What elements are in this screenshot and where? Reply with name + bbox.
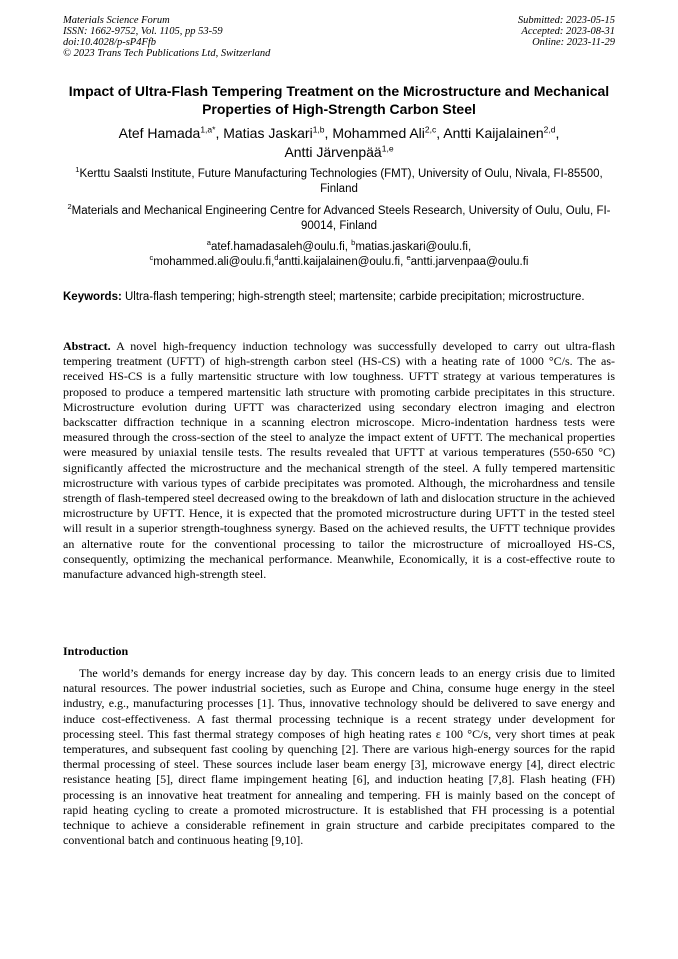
online-date: Online: 2023-11-29 (532, 37, 615, 48)
affiliation-1 (63, 167, 615, 197)
author-name: Atef Hamada (118, 125, 201, 141)
journal-doi: doi:10.4028/p-sP4Ffb (63, 37, 157, 48)
email-address[interactable]: antti.kaijalainen@oulu.fi (278, 256, 401, 268)
author-list (63, 124, 615, 162)
journal-info (63, 15, 270, 59)
paper-title: Impact of Ultra-Flash Tempering Treatment on the Microstructure and Mechanical Properties of High-Strength Carbon Steel (68, 83, 610, 117)
email-marker: d (274, 253, 279, 263)
keywords-text: Ultra-flash tempering; high-strength steel; martensite; carbide precipitation; microstructure. (125, 291, 585, 303)
affiliation-text: Kerttu Saalsti Institute, Future Manufacturing Technologies (FMT), University of Oulu, Nivala, FI-85500, Finland (79, 168, 603, 195)
email-address[interactable]: matias.jaskari@oulu.fi (355, 241, 468, 253)
author-separator: , (324, 125, 333, 141)
email-separator: , (400, 256, 407, 268)
email-marker: a (206, 238, 211, 248)
accepted-date: Accepted: 2023-08-31 (521, 26, 615, 37)
author-separator: , (555, 125, 560, 141)
keywords-section (63, 290, 615, 304)
introduction-paragraph: The world’s demands for energy increase day by day. This concern leads to an energy crisis due to limited natural resources. The power industrial societies, such as Europe and China, consume huge energy in the steel industry, e.g., manufacturing processes [1]. Thus, innovative technology should be delivered to save energy and induce cost-effectiveness. A fast thermal processing technique is a recent strategy under development for processing steel. This fast thermal strategy composes of high heating rates ε 100 °C/s, very short times at peak temperatures, and subsequent fast cooling by quenching [2]. There are various high-energy sources for the rapid thermal processing of steel. These sources include laser beam energy [3], microwave energy [4], direct electric resistance heating [5], direct flame impingement heating [6], and induction heating [7,8]. Flash heating (FH) processing is an innovative heat treatment for annealing and tempering. FH is mainly based on the concept of rapid heating cycling to create a promoted microstructure. It is established that FH processing is a potential technique to achieve a considerable refinement in grain structure and carbide precipitates compared to the conventional batch and continuous heating [9,10]. (63, 666, 615, 848)
email-separator: , (468, 241, 472, 253)
affiliation-marker: 2 (67, 202, 72, 212)
author-affiliation-marker: 2,c (424, 124, 437, 135)
email-marker: b (351, 238, 356, 248)
author-name: Antti Järvenpää (284, 144, 382, 160)
author-separator: , (436, 125, 444, 141)
author-name: Antti Kaijalainen (443, 125, 544, 141)
introduction-heading: Introduction (63, 644, 129, 658)
submitted-date: Submitted: 2023-05-15 (517, 15, 615, 26)
author-affiliation-marker: 1,a* (200, 124, 216, 135)
abstract-text: A novel high-frequency induction technology was successfully developed to carry out ultra-flash tempering treatment (UFTT) of high-strength carbon steel (HS-CS) with a heating rate of 1000 °C/s. The as-received HS-CS is a fully martensitic structure with low toughness. UFTT strategy at various temperatures is proposed to produce a tempered martensitic lath structure with promoting carbide precipitates in this structure. Microstructure evolution during UFTT was characterized using secondary electron imaging and electron backscatter diffraction technique in a scanning electron microscope. Micro-indentation hardness tests were measured through the cross-section of the steel to analyze the impact extent of UFTT. The mechanical properties were measured by uniaxial tensile tests. The results revealed that UFTT at various temperatures (550-650 °C) significantly affected the microstructure and the mechanical strength of the steel. A fully tempered martensitic microstructure with various types of carbide precipitates was promoted. Although, the microhardness and tensile strength of flash-tempered steel decreased owing to the breakdown of lath and dislocation structure in the achieved microstructure by UFTT. Hence, it is expected that the promoted microstructure during UFTT in the tested steel will result in a superior strength-toughness synergy. Based on the achieved results, the UFTT technique provides an alternative route for the conventional processing to tailor the microstructure of microalloyed HS-CS, consequently, optimizing the mechanical performance. Meanwhile, Economically, it is a cost-effective route to manufacture advanced high-strength steel. (63, 339, 615, 582)
email-marker: c (149, 253, 154, 263)
affiliation-marker: 1 (75, 165, 80, 175)
abstract-label: Abstract. (63, 339, 111, 353)
author-separator: , (215, 125, 224, 141)
email-address[interactable]: mohammed.ali@oulu.fi (153, 256, 272, 268)
email-separator: , (344, 241, 352, 253)
affiliation-text: Materials and Mechanical Engineering Centre for Advanced Steels Research, University of Oulu, Oulu, FI-90014, Finland (71, 205, 611, 232)
author-emails (63, 240, 615, 270)
author-affiliation-marker: 1,b (312, 124, 325, 135)
email-separator: , (271, 256, 275, 268)
author-affiliation-marker: 2,d (543, 124, 556, 135)
author-name: Matias Jaskari (223, 125, 313, 141)
email-address[interactable]: atef.hamadasaleh@oulu.fi (210, 241, 345, 253)
journal-issn: ISSN: 1662-9752, Vol. 1105, pp 53-59 (63, 26, 223, 37)
journal-name: Materials Science Forum (63, 15, 170, 26)
keywords-label: Keywords: (63, 291, 122, 303)
author-name: Mohammed Ali (332, 125, 425, 141)
email-address[interactable]: antti.jarvenpaa@oulu.fi (410, 256, 529, 268)
author-affiliation-marker: 1,e (381, 143, 394, 154)
abstract-section (63, 339, 615, 582)
email-marker: e (406, 253, 411, 263)
publication-dates (518, 15, 615, 48)
journal-copyright: © 2023 Trans Tech Publications Ltd, Switzerland (63, 48, 271, 59)
affiliation-2 (63, 204, 615, 234)
